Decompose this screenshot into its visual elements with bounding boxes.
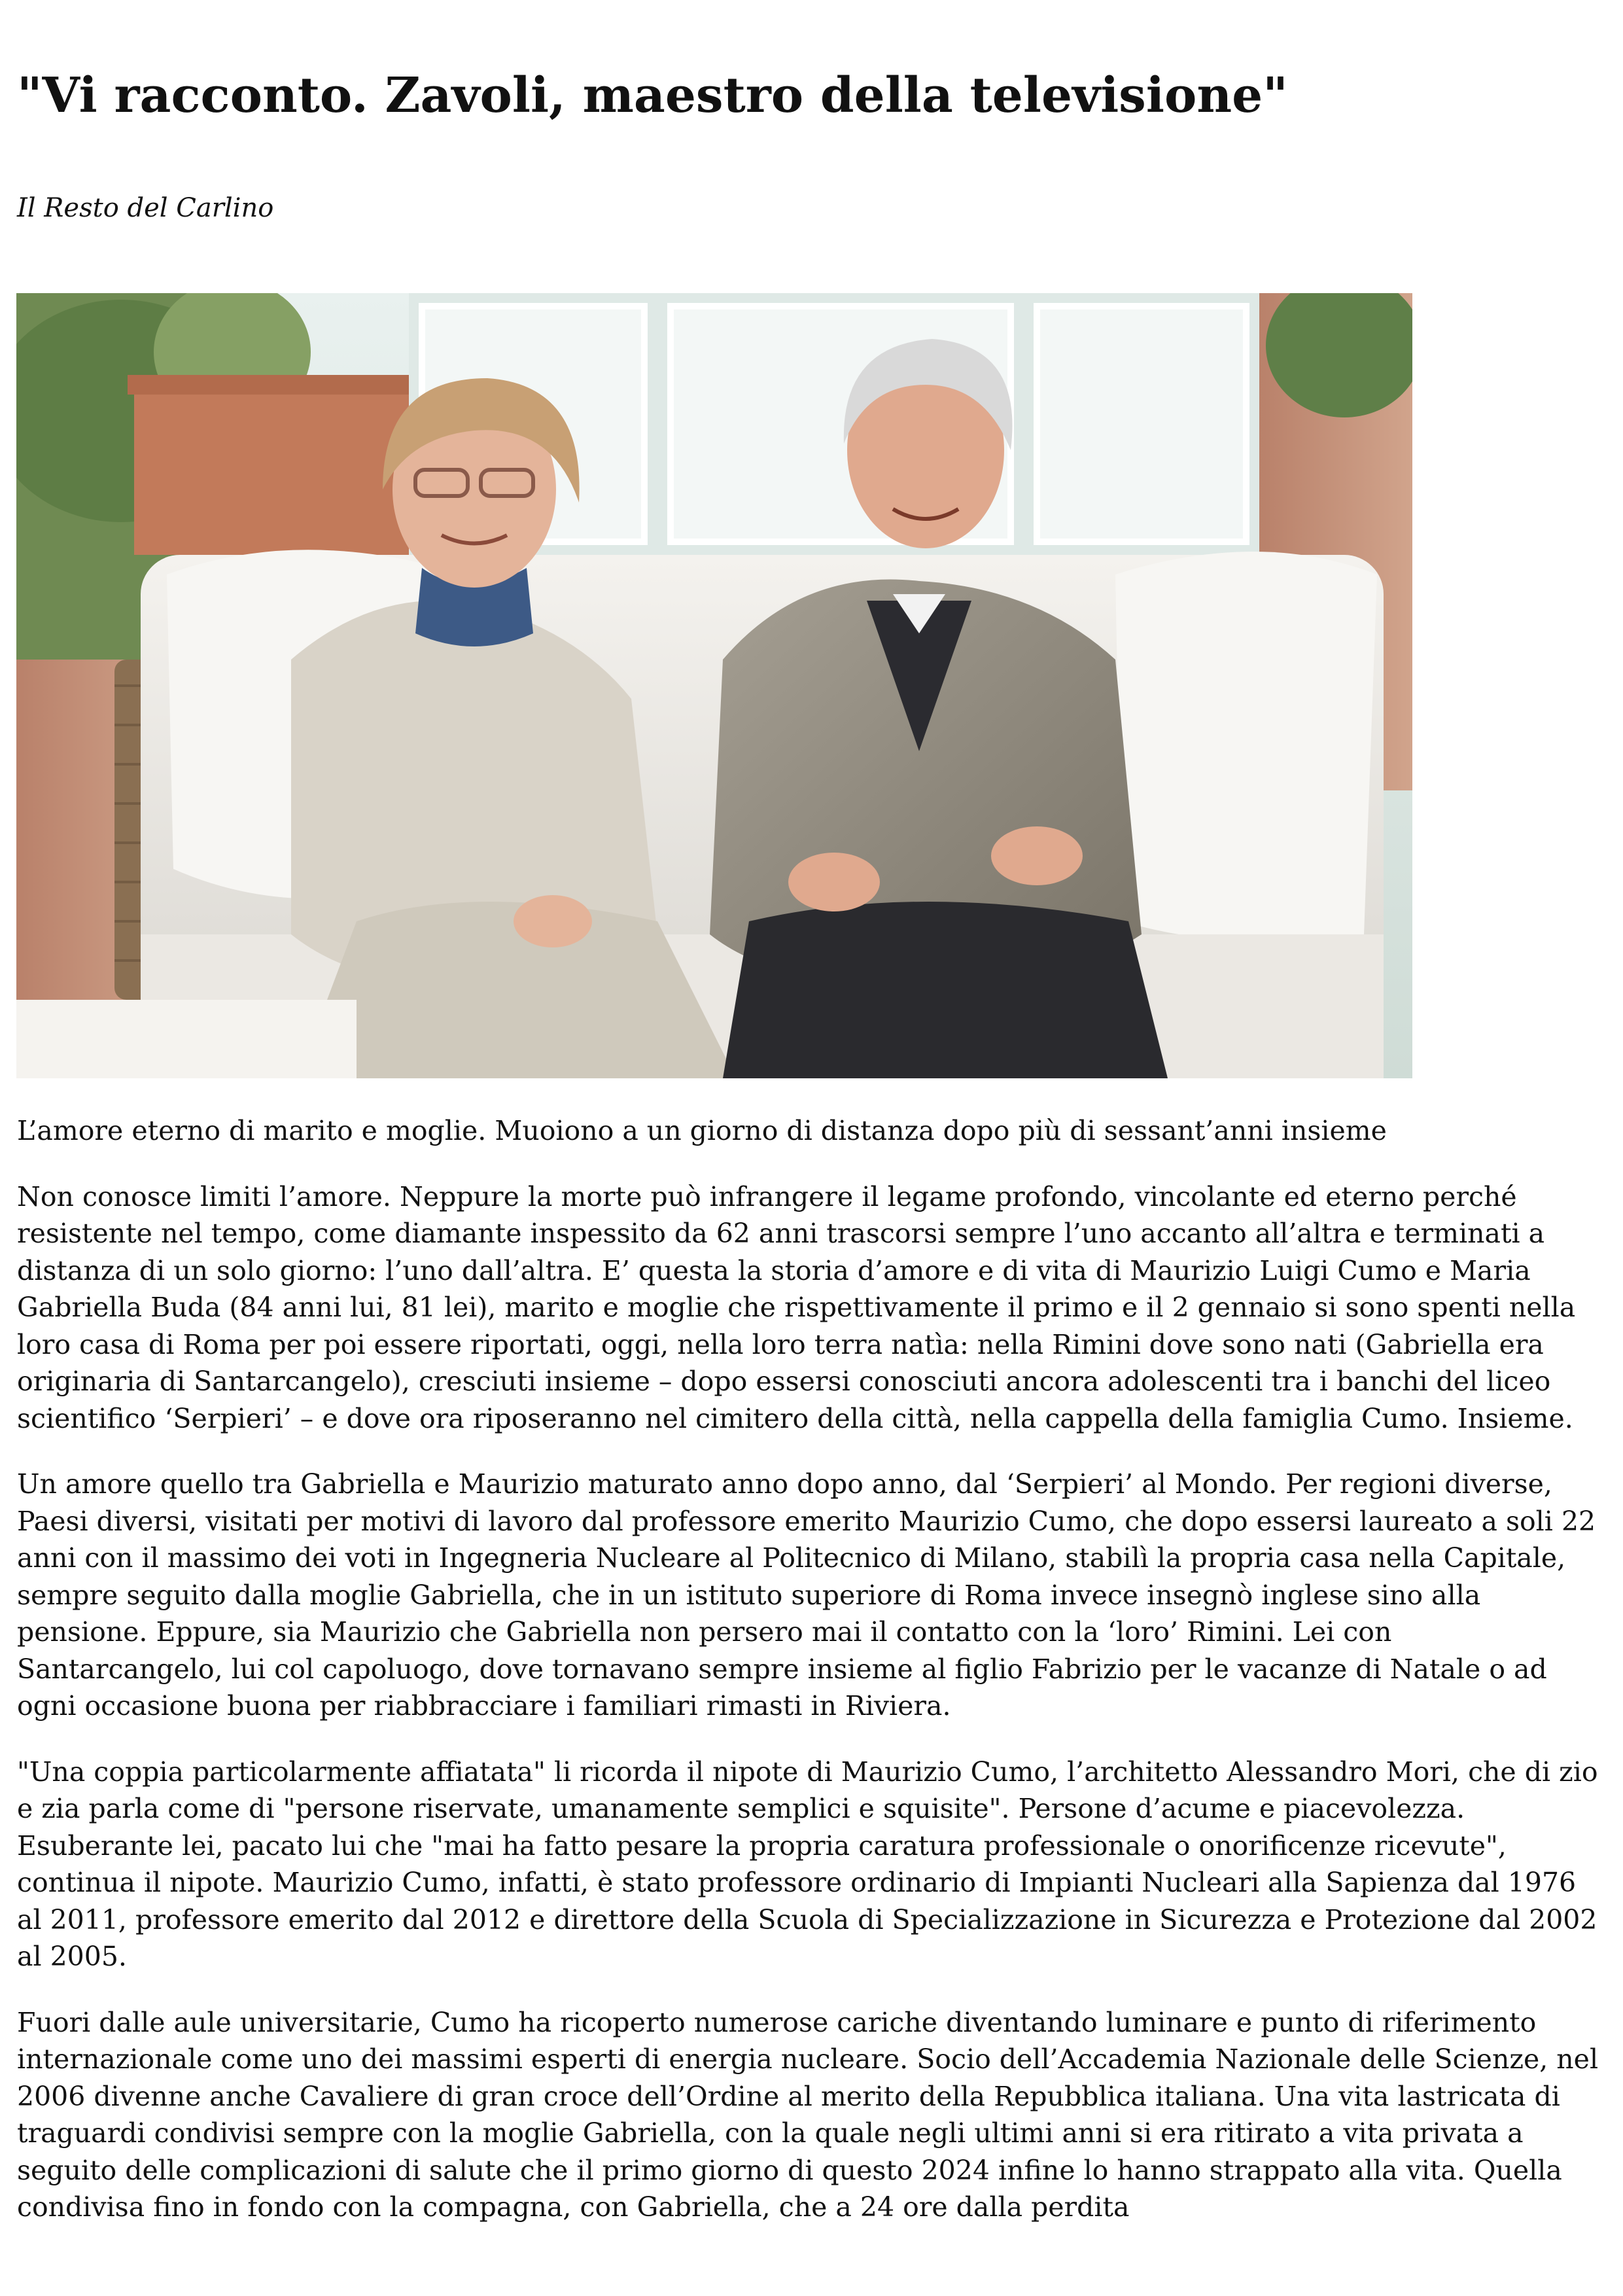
article-lead: L’amore eterno di marito e moglie. Muoiono a un giorno di distanza dopo più di sessant’anni insieme <box>17 1115 1387 1146</box>
table-edge <box>16 1000 357 1078</box>
article-title: "Vi racconto. Zavoli, maestro della televisione" <box>17 67 1288 124</box>
article-paragraph: "Una coppia particolarmente affiatata" li ricorda il nipote di Maurizio Cumo, l’architetto Alessandro Mori, che di zio e zia parla come di "persone riservate, umanamente semplici e squisite". Persone d’acume e piacevolezza. Esuberante lei, pacato lui che "mai ha fatto pesare la propria caratura professionale o onorificenze ricevute", continua il nipote. Maurizio Cumo, infatti, è stato professore ordinario di Impianti Nucleari alla Sapienza dal 1976 al 2011, professore emerito dal 2012 e direttore della Scuola di Specializzazione in Sicurezza e Protezione dal 2002 al 2005. <box>17 1756 1598 1972</box>
article-paragraph: Non conosce limiti l’amore. Neppure la morte può infrangere il legame profondo, vincolante ed eterno perché resistente nel tempo, come diamante inspessito da 62 anni trascorsi sempre l’uno accanto all’altra e terminati a distanza di un solo giorno: l’uno dall’altra. E’ questa la storia d’amore e di vita di Maurizio Luigi Cumo e Maria Gabriella Buda (84 anni lui, 81 lei), marito e moglie che rispettivamente il primo e il 2 gennaio si sono spenti nella loro casa di Roma per poi essere riportati, oggi, nella loro terra natìa: nella Rimini dove sono nati (Gabriella era originaria di Santarcangelo), cresciuti insieme – dopo essersi conosciuti ancora adolescenti tra i banchi del liceo scientifico ‘Serpieri’ – e dove ora riposeranno nel cimitero della città, nella cappella della famiglia Cumo. Insieme. <box>17 1180 1576 1434</box>
cushion-right <box>1115 552 1377 942</box>
planter <box>134 385 409 555</box>
article-body <box>17 1112 1605 2255</box>
article-photo <box>16 293 1412 1078</box>
man-trousers <box>723 902 1168 1078</box>
couple-portrait-image <box>16 293 1412 1078</box>
article-paragraph: Fuori dalle aule universitarie, Cumo ha ricoperto numerose cariche diventando luminare e punto di riferimento internazionale come uno dei massimi esperti di energia nucleare. Socio dell’Accademia Nazionale delle Scienze, nel 2006 divenne anche Cavaliere di gran croce dell’Ordine al merito della Repubblica italiana. Una vita lastricata di traguardi condivisi sempre con la moglie Gabriella, con la quale negli ultimi anni si era ritirato a vita privata a seguito delle complicazioni di salute che il primo giorno di questo 2024 infine lo hanno strappato alla vita. Quella condivisa fino in fondo con la compagna, con Gabriella, che a 24 ore dalla perdita <box>17 2006 1599 2223</box>
article-source: Il Resto del Carlino <box>17 193 274 223</box>
article-paragraph: Un amore quello tra Gabriella e Maurizio maturato anno dopo anno, dal ‘Serpieri’ al Mondo. Per regioni diverse, Paesi diversi, visitati per motivi di lavoro dal professore emerito Maurizio Cumo, che dopo essersi laureato a soli 22 anni con il massimo dei voti in Ingegneria Nucleare al Politecnico di Milano, stabilì la propria casa nella Capitale, sempre seguito dalla moglie Gabriella, che in un istituto superiore di Roma invece insegnò inglese sino alla pensione. Eppure, sia Maurizio che Gabriella non persero mai il contatto con la ‘loro’ Rimini. Lei con Santarcangelo, lui col capoluogo, dove tornavano sempre insieme al figlio Fabrizio per le vacanze di Natale o ad ogni occasione buona per riabbracciare i familiari rimasti in Riviera. <box>17 1468 1596 1722</box>
